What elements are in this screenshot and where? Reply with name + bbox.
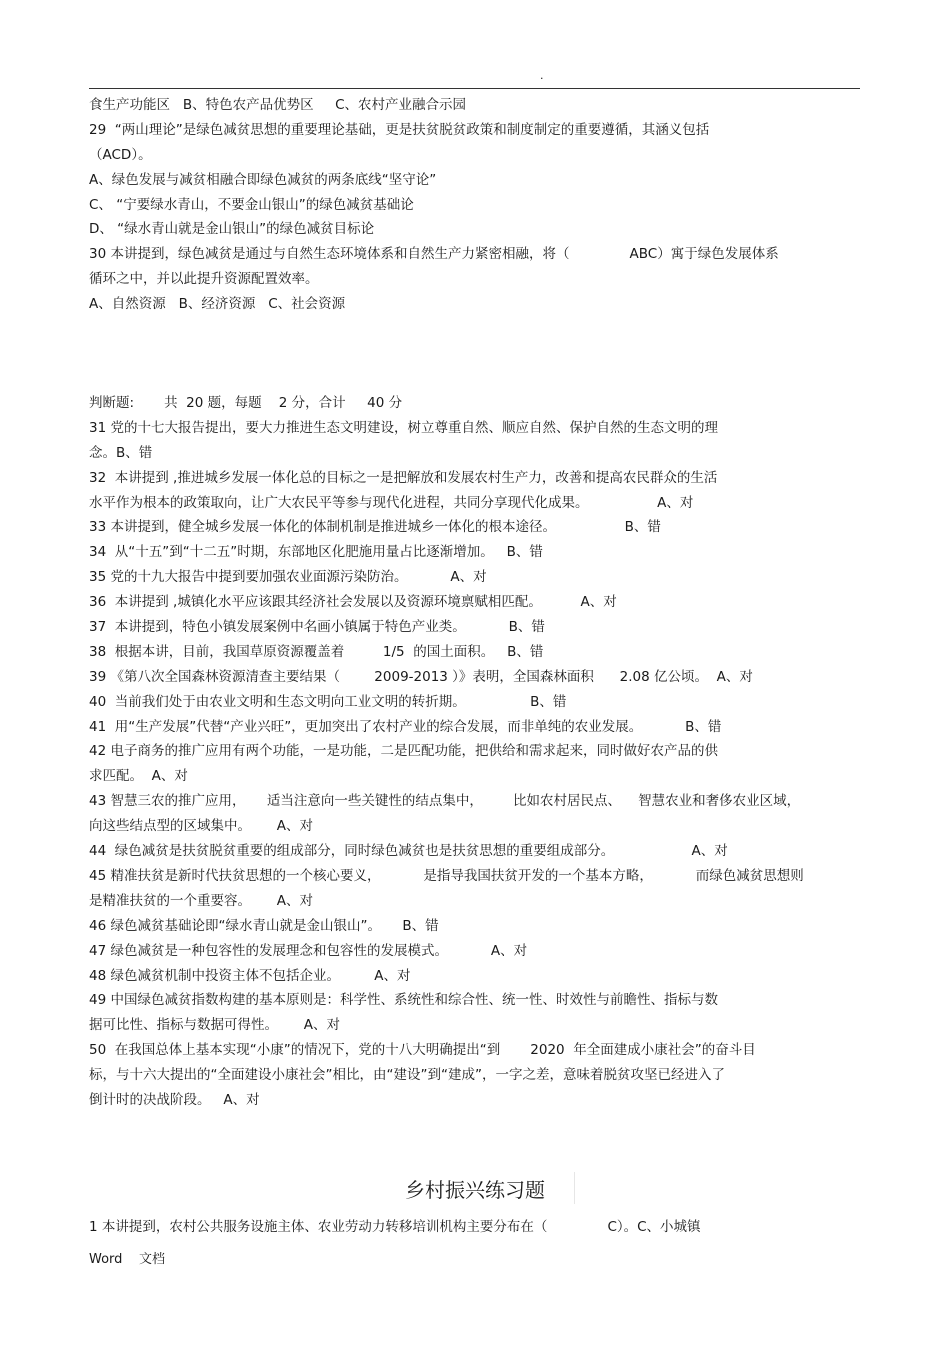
text-line: 44 绿色减贫是扶贫脱贫重要的组成部分，同时绿色减贫也是扶贫思想的重要组成部分。 A、对 [89,843,728,860]
true-false-block [89,416,859,1113]
text-line: C、 “宁要绿水青山，不要金山银山”的绿色减贫基础论 [89,196,414,213]
text-line: 36 本讲提到 ,城镇化水平应该跟其经济社会发展以及资源环境禀赋相匹配。 A、对 [89,594,617,611]
text-line: 向这些结点型的区域集中。 A、对 [89,818,313,835]
text-line: 33 本讲提到，健全城乡发展一体化的体制机制是推进城乡一体化的根本途径。 B、错 [89,519,661,536]
text-line: 49 中国绿色减贫指数构建的基本原则是：科学性、系统性和综合性、统一性、时效性与前瞻性、指标与数 [89,992,718,1009]
text-line: A、绿色发展与减贫相融合即绿色减贫的两条底线“坚守论” [89,171,437,188]
text-line: 倒计时的决战阶段。 A、对 [89,1091,260,1108]
text-line: 29 “两山理论”是绿色减贫思想的重要理论基础，更是扶贫脱贫政策和制度制定的重要遵循，其涵义包括 [89,121,710,138]
text-line: 40 当前我们处于由农业文明和生态文明向工业文明的转折期。 B、错 [89,693,567,710]
header-rule [89,88,860,89]
text-line: 43 智慧三农的推广应用， 适当注意向一些关键性的结点集中， 比如农村居民点、 智慧农业和奢侈农业区域， [89,793,801,810]
document-body [89,93,859,1113]
text-line: 据可比性、指标与数据可得性。 A、对 [89,1017,340,1034]
text-line: 35 党的十九大报告中提到要加强农业面源污染防治。 A、对 [89,569,487,586]
text-line: 循环之中，并以此提升资源配置效率。 [89,271,319,288]
text-line: 46 绿色减贫基础论即“绿水青山就是金山银山”。 B、错 [89,917,439,934]
text-line: 30 本讲提到，绿色减贫是通过与自然生态环境体系和自然生产力紧密相融，将（ ABC）寓于绿色发展体系 [89,246,779,263]
section-title: 乡村振兴练习题 [405,1178,545,1202]
text-line: 求匹配。 A、对 [89,768,188,785]
text-line: A、自然资源 B、经济资源 C、社会资源 [89,296,346,313]
true-false-header: 判断题: 共 20 题，每题 2 分，合计 40 分 [89,395,403,412]
text-line: D、 “绿水青山就是金山银山”的绿色减贫目标论 [89,221,375,238]
text-line: 标，与十六大提出的“全面建设小康社会”相比，由“建设”到“建成”，一字之差，意味着脱贫攻坚已经进入了 [89,1067,725,1084]
text-line: 48 绿色减贫机制中投资主体不包括企业。 A、对 [89,967,411,984]
text-line: 38 根据本讲，目前，我国草原资源覆盖着 1/5 的国土面积。 B、错 [89,643,544,660]
text-line: 37 本讲提到，特色小镇发展案例中名画小镇属于特色产业类。 B、错 [89,619,545,636]
text-line: 念。B、错 [89,444,153,461]
text-line: 50 在我国总体上基本实现“小康”的情况下，党的十八大明确提出“到 2020 年全面建成小康社会”的奋斗目 [89,1042,756,1059]
text-line: 47 绿色减贫是一种包容性的发展理念和包容性的发展模式。 A、对 [89,942,528,959]
text-line: 食生产功能区 B、特色农产品优势区 C、农村产业融合示园 [89,97,467,113]
text-line: 32 本讲提到 ,推进城乡发展一体化总的目标之一是把解放和发展农村生产力，改善和提高农民群众的生活 [89,469,718,486]
text-line: 水平作为根本的政策取向，让广大农民平等参与现代化进程，共同分享现代化成果。 A、对 [89,494,694,511]
header-dot: . [540,69,544,82]
text-line: 31 党的十七大报告提出，要大力推进生态文明建设，树立尊重自然、顺应自然、保护自然的生态文明的理 [89,419,718,436]
text-line: （ACD）。 [89,146,152,163]
page-footer: Word 文档 [89,1252,165,1267]
text-line: 34 从“十五”到“十二五”时期，东部地区化肥施用量占比逐渐增加。 B、错 [89,544,543,561]
text-line: 39 《第八次全国森林资源清查主要结果（ 2009-2013 ）》表明，全国森林面积 2.08 亿公顷。 A、对 [89,668,753,685]
text-line: 42 电子商务的推广应用有两个功能，一是功能，二是匹配功能，把供给和需求起来，同时做好农产品的供 [89,743,718,760]
question-1: 1 本讲提到，农村公共服务设施主体、农业劳动力转移培训机构主要分布在（ C）。C、小城镇 [89,1219,701,1235]
text-line: 是精准扶贫的一个重要容。 A、对 [89,892,313,909]
section-gap [89,317,859,391]
multiple-choice-block [89,93,859,317]
text-line: 41 用“生产发展”代替“产业兴旺”，更加突出了农村产业的综合发展，而非单纯的农业发展。 B、错 [89,718,722,735]
text-line: 45 精准扶贫是新时代扶贫思想的一个核心要义， 是指导我国扶贫开发的一个基本方略， 而绿色减贫思想则 [89,867,804,884]
